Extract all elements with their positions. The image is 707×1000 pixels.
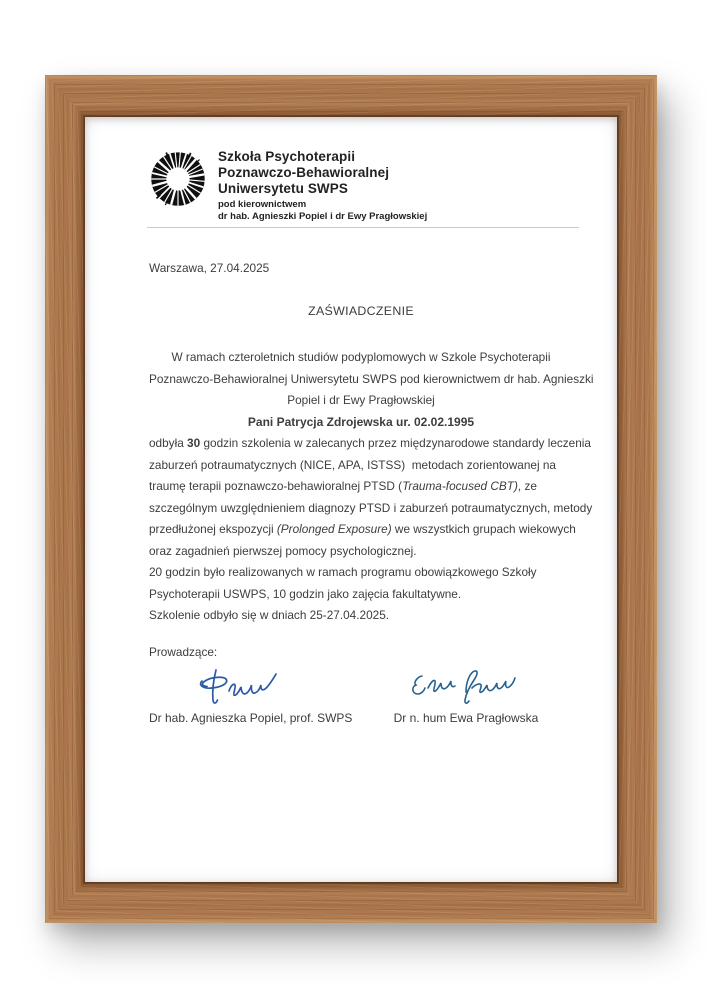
body-line: odbyła 30 godzin szkolenia w zalecanych przez międzynarodowe standardy leczenia (149, 436, 591, 451)
body-line: szczególnym uwzględnieniem diagnozy PTSD i zaburzeń potraumatycznych, metody (149, 500, 593, 515)
certificate-content (85, 117, 617, 882)
letterhead-text (218, 149, 427, 222)
lead-label: Prowadzące: (149, 644, 218, 659)
body-line: zaburzeń potraumatycznych (NICE, APA, ISTSS) metodach zorientowanej na (149, 457, 556, 472)
recipient-line: Pani Patrycja Zdrojewska ur. 02.02.1995 (247, 414, 475, 429)
popiel-signature-icon (189, 664, 299, 708)
swps-logo-icon (149, 150, 207, 208)
body-line: Szkolenie odbyło się w dniach 25-27.04.2025. (149, 608, 390, 623)
body-line: 20 godzin było realizowanych w ramach programu obowiązkowego Szkoły (149, 565, 537, 580)
body-line: traumę terapii poznawczo-behawioralnej PTSD (Trauma-focused CBT), ze (149, 479, 537, 494)
signatory-popiel (149, 664, 353, 726)
wooden-picture-frame (45, 75, 657, 923)
body-line: oraz zagadnień pierwszej pomocy psychologicznej. (149, 543, 417, 558)
letterhead (149, 149, 573, 222)
signatory-praglowska (377, 664, 555, 725)
intro-paragraph (149, 347, 594, 412)
document-title: ZAŚWIADCZENIE (308, 304, 414, 319)
signatory-name: Dr n. hum Ewa Pragłowska (393, 711, 539, 726)
frame-bottom-bar (45, 882, 657, 923)
intro-line: W ramach czteroletnich studiów podyplomowych w Szkole Psychoterapii (171, 350, 551, 365)
organization-subtitle-line: pod kierownictwem (218, 199, 307, 211)
header-divider (147, 227, 579, 228)
signatory-name: Dr hab. Agnieszka Popiel, prof. SWPS (149, 711, 353, 726)
intro-line: Poznawczo-Behawioralnej Uniwersytetu SWPS pod kierownictwem dr hab. Agnieszki (149, 371, 594, 386)
body-line: przedłużonej ekspozycji (Prolonged Exposure) we wszystkich grupach wiekowych (149, 522, 576, 537)
body-paragraph (149, 433, 593, 627)
organization-name-line: Szkoła Psychoterapii (218, 149, 356, 164)
frame-right-bar (617, 75, 657, 923)
intro-line: Popiel i dr Ewy Pragłowskiej (287, 393, 435, 408)
organization-name (218, 149, 427, 196)
body-line: Psychoterapii USWPS, 10 godzin jako zajęcia fakultatywne. (149, 586, 462, 601)
organization-name-line: Uniwersytetu SWPS (218, 180, 348, 196)
signature-row (149, 664, 573, 754)
frame-top-bar (45, 75, 657, 117)
certificate-paper (85, 117, 617, 882)
praglowska-signature-icon (406, 664, 526, 708)
place-and-date: Warszawa, 27.04.2025 (149, 261, 270, 276)
organization-subtitle (218, 199, 427, 222)
organization-name-line: Poznawczo-Behawioralnej (218, 164, 390, 180)
frame-left-bar (45, 75, 85, 923)
organization-subtitle-line: dr hab. Agnieszki Popiel i dr Ewy Pragłowskiej (218, 210, 428, 222)
